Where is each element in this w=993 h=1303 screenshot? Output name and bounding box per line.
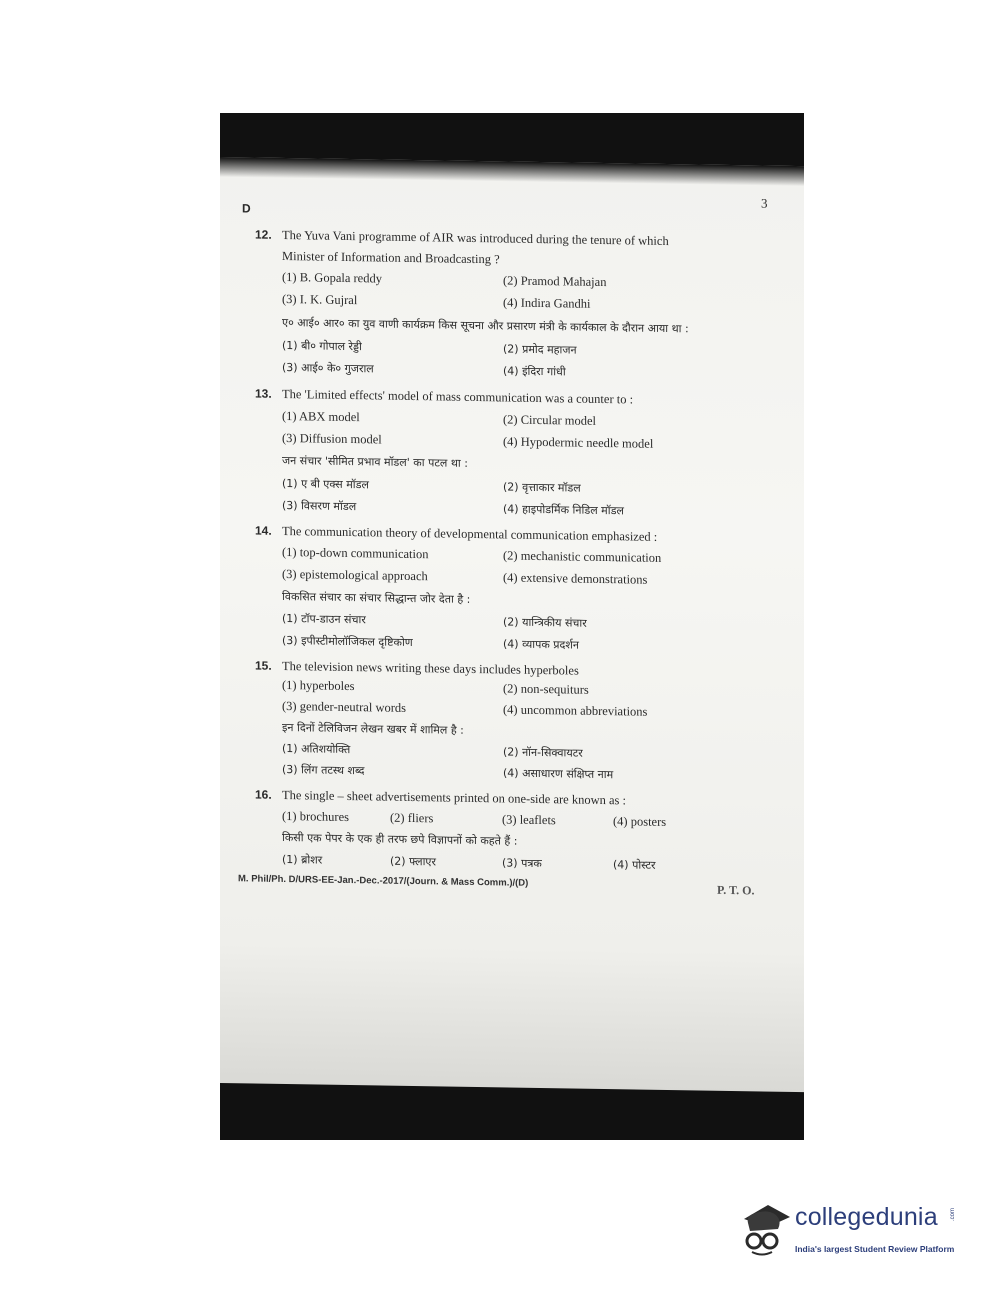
- question-hindi: इन दिनों टेलिविजन लेखन खबर में शामिल है :: [282, 720, 464, 737]
- collegedunia-logo[interactable]: [738, 1197, 960, 1267]
- option-en: (2) non-sequiturs: [503, 681, 589, 697]
- scanned-page: [220, 113, 804, 1140]
- option-hi: (3) आई० के० गुजराल: [282, 360, 374, 376]
- question-text: The television news writing these days includes hyperboles: [282, 658, 579, 678]
- option-hi: (2) फ्लाएर: [390, 854, 436, 869]
- question-number: 12.: [255, 227, 272, 242]
- option-en: (1) B. Gopala reddy: [282, 269, 382, 286]
- option-hi: (2) यान्त्रिकीय संचार: [503, 615, 587, 630]
- option-hi: (4) हाइपोडर्मिक निडिल मॉडल: [503, 502, 624, 518]
- option-en: (1) ABX model: [282, 408, 360, 425]
- option-hi: (4) पोस्टर: [613, 858, 656, 872]
- option-hi: (3) लिंग तटस्थ शब्द: [282, 762, 365, 778]
- question-number: 14.: [255, 523, 272, 538]
- option-en: (3) I. K. Gujral: [282, 291, 358, 308]
- option-en: (1) brochures: [282, 808, 349, 825]
- option-en: (1) hyperboles: [282, 677, 355, 694]
- scan-shadow: [220, 157, 804, 186]
- option-hi: (1) अतिशयोक्ति: [282, 741, 351, 757]
- option-hi: (3) पत्रक: [502, 856, 542, 871]
- question-text: The 'Limited effects' model of mass communication was a counter to :: [282, 386, 634, 407]
- option-hi: (1) ब्रोशर: [282, 852, 323, 867]
- question-text: The communication theory of developmental communication emphasized :: [282, 523, 658, 544]
- option-en: (4) Indira Gandhi: [503, 295, 591, 311]
- option-hi: (1) ए बी एक्स मॉडल: [282, 476, 369, 492]
- option-hi: (2) वृत्ताकार मॉडल: [503, 480, 581, 495]
- option-en: (1) top-down communication: [282, 544, 429, 562]
- option-en: (3) Diffusion model: [282, 430, 382, 447]
- option-hi: (4) व्यापक प्रदर्शन: [503, 637, 579, 652]
- option-en: (4) extensive demonstrations: [503, 570, 648, 587]
- question-hindi: ए० आई० आर० का युव वाणी कार्यक्रम किस सूचना और प्रसारण मंत्री के कार्यकाल के दौरान आया था :: [282, 315, 689, 336]
- option-en: (2) fliers: [390, 810, 434, 826]
- page-number: 3: [761, 195, 768, 211]
- option-hi: (1) बी० गोपाल रेड्डी: [282, 338, 362, 354]
- question-number: 16.: [255, 787, 272, 802]
- option-hi: (3) इपीस्टीमोलॉजिकल दृष्टिकोण: [282, 633, 413, 650]
- option-en: (2) Circular model: [503, 412, 597, 428]
- option-en: (4) posters: [613, 814, 667, 830]
- question-hindi: किसी एक पेपर के एक ही तरफ छपे विज्ञापनों को कहते हैं :: [282, 830, 518, 848]
- question-16: [255, 785, 627, 811]
- option-en: (3) gender-neutral words: [282, 698, 407, 715]
- question-text: The single – sheet advertisements printed on one-side are known as :: [282, 787, 627, 808]
- logo-tagline: India's largest Student Review Platform: [795, 1244, 955, 1254]
- question-number: 13.: [255, 386, 272, 401]
- pto-marker: P. T. O.: [717, 882, 755, 898]
- set-letter: D: [242, 201, 251, 216]
- mascot-icon: [738, 1197, 794, 1259]
- option-hi: (1) टॉप-डाउन संचार: [282, 611, 366, 627]
- question-number: 15.: [255, 658, 272, 673]
- option-en: (4) Hypodermic needle model: [503, 434, 654, 451]
- option-hi: (4) इंदिरा गांधी: [503, 364, 566, 379]
- exam-sheet: [220, 157, 804, 1092]
- option-hi: (2) प्रमोद महाजन: [503, 342, 577, 357]
- option-en: (4) uncommon abbreviations: [503, 702, 648, 719]
- option-hi: (3) विसरण मॉडल: [282, 498, 357, 514]
- question-12: [255, 225, 669, 273]
- option-en: (2) Pramod Mahajan: [503, 273, 607, 290]
- question-text-continued: Minister of Information and Broadcasting ?: [282, 248, 500, 267]
- option-en: (2) mechanistic communication: [503, 548, 662, 565]
- question-14: [255, 521, 658, 548]
- question-hindi: विकसित संचार का संचार सिद्धान्त जोर देता है :: [282, 589, 471, 606]
- paper-code-footer: M. Phil/Ph. D/URS-EE-Jan.-Dec.-2017/(Journ. & Mass Comm.)/(D): [238, 873, 529, 889]
- question-text: The Yuva Vani programme of AIR was introduced during the tenure of which: [282, 227, 669, 249]
- logo-wordmark: collegedunia: [795, 1203, 938, 1231]
- logo-suffix: .com: [950, 1207, 956, 1221]
- question-13: [255, 384, 634, 411]
- option-hi: (4) असाधारण संक्षिप्त नाम: [503, 766, 614, 782]
- question-hindi: जन संचार 'सीमित प्रभाव मॉडल' का पटल था :: [282, 453, 468, 470]
- option-hi: (2) नॉन-सिक्वायटर: [503, 745, 583, 760]
- option-en: (3) epistemological approach: [282, 566, 428, 584]
- option-en: (3) leaflets: [502, 812, 556, 828]
